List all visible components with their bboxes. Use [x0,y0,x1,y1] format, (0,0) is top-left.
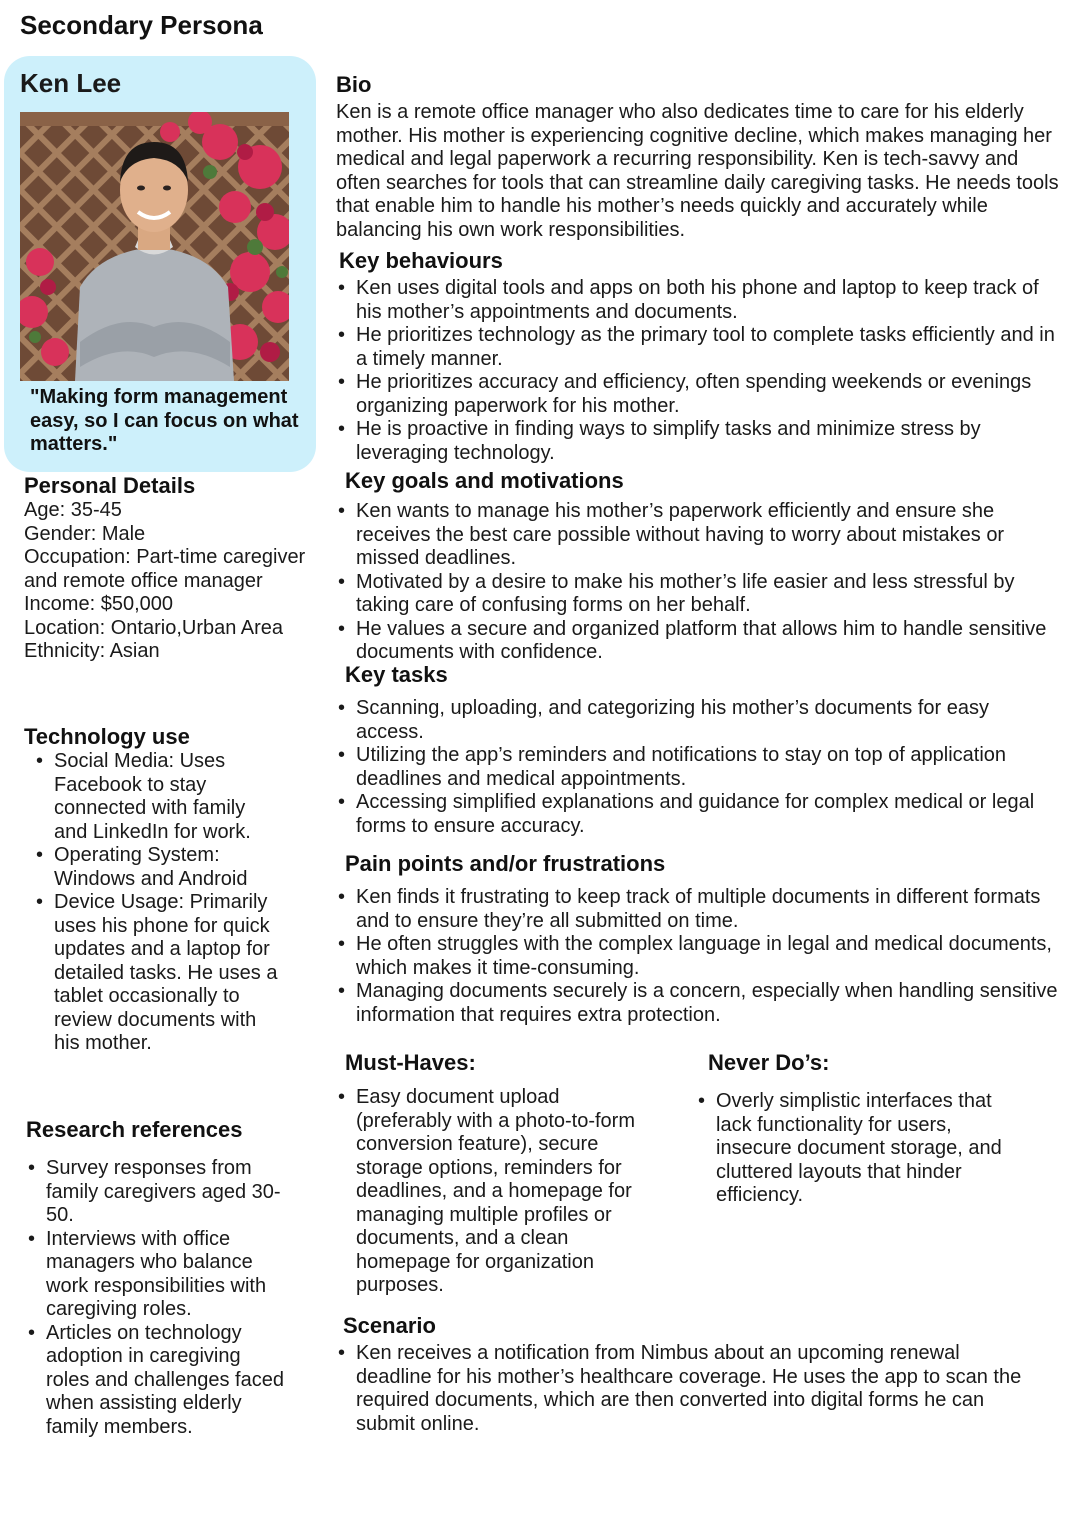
bio-text: Ken is a remote office manager who also dedicates time to care for his elderly mother. His mother is experiencing cognitive decline, which makes managing her medical and legal paperwork a recurring responsibility. Ken is tech-savvy and often searches for tools that can streamline daily caregiving tasks. He needs tools that enable him to handle his mother’s needs quickly and accurately while balancing his own work responsibilities. [336,101,1059,241]
detail-ethnicity: Ethnicity: Asian [24,640,160,662]
bio-section [336,72,1060,242]
list-item: • Scanning, uploading, and categorizing his mother’s documents for easy access. [336,697,1060,744]
key-behaviours-heading: Key behaviours [339,248,503,273]
list-item: • Interviews with office managers who balance work responsibilities with caregiving roles. [26,1228,288,1322]
list-item: • Ken receives a notification from Nimbus about an upcoming renewal deadline for his mother’s healthcare coverage. He uses the app to scan the required documents, which are then converted into digital forms he can submit online. [336,1342,1036,1436]
key-tasks-heading: Key tasks [345,662,448,687]
pain-points-heading: Pain points and/or frustrations [345,851,666,876]
scenario [336,1313,1060,1436]
persona-photo [20,112,289,381]
list-item: • Operating System: Windows and Android [34,844,284,891]
page-title: Secondary Persona [20,10,263,40]
scenario-heading: Scenario [343,1313,436,1338]
list-item: • He is proactive in finding ways to simplify tasks and minimize stress by leveraging technology. [336,418,1060,465]
key-tasks [336,662,1060,838]
list-item: • He prioritizes accuracy and efficiency, often spending weekends or evenings organizing paperwork for his mother. [336,371,1060,418]
persona-card [4,56,316,472]
list-item: • Ken wants to manage his mother’s paperwork efficiently and ensure she receives the best care possible without having to worry about mistakes or missed deadlines. [336,500,1060,571]
personal-details [24,473,314,664]
list-item: • Ken finds it frustrating to keep track of multiple documents in different formats and to ensure they’re all submitted on time. [336,886,1060,933]
technology-use [24,724,314,1056]
key-behaviours [336,248,1060,465]
key-goals [336,468,1060,665]
list-item: • Overly simplistic interfaces that lack functionality for users, insecure document storage, and cluttered layouts that hinder efficiency. [696,1090,1026,1208]
persona-name: Ken Lee [20,68,122,98]
never-dos-heading: Never Do’s: [708,1050,830,1075]
list-item: • Managing documents securely is a concern, especially when handling sensitive information that requires extra protection. [336,980,1060,1027]
research-references [26,1117,316,1439]
bio-heading: Bio [336,72,372,97]
list-item: • He often struggles with the complex language in legal and medical documents, which makes it time-consuming. [336,933,1060,980]
detail-age: Age: 35-45 [24,499,122,521]
detail-occupation: Occupation: Part-time caregiver and remote office manager [24,546,306,592]
list-item: • Ken uses digital tools and apps on both his phone and laptop to keep track of his mother’s appointments and documents. [336,277,1060,324]
detail-income: Income: $50,000 [24,593,173,615]
list-item: • He values a secure and organized platform that allows him to handle sensitive documents with confidence. [336,618,1060,665]
list-item: • Social Media: Uses Facebook to stay connected with family and LinkedIn for work. [34,750,284,844]
must-haves-heading: Must-Haves: [345,1050,476,1075]
pain-points [336,851,1060,1027]
research-references-heading: Research references [26,1117,243,1142]
persona-quote: "Making form management easy, so I can focus on what matters." [30,386,299,455]
must-haves [336,1050,656,1298]
list-item: • Articles on technology adoption in caregiving roles and challenges faced when assisting elderly family members. [26,1322,288,1440]
list-item: • He prioritizes technology as the primary tool to complete tasks efficiently and in a timely manner. [336,324,1060,371]
technology-use-heading: Technology use [24,724,190,749]
list-item: • Survey responses from family caregivers aged 30-50. [26,1157,288,1228]
list-item: • Motivated by a desire to make his mother’s life easier and less stressful by taking care of confusing forms on her behalf. [336,571,1060,618]
list-item: • Accessing simplified explanations and guidance for complex medical or legal forms to ensure accuracy. [336,791,1060,838]
personal-details-heading: Personal Details [24,473,196,498]
detail-gender: Gender: Male [24,522,146,545]
list-item: • Easy document upload (preferably with a photo-to-form conversion feature), secure storage options, reminders for deadlines, and a homepage for managing multiple profiles or documents, and a clean homepage for organization purposes. [336,1086,652,1298]
key-goals-heading: Key goals and motivations [345,468,624,493]
list-item: • Utilizing the app’s reminders and notifications to stay on top of application deadlines and medical appointments. [336,744,1060,791]
detail-location: Location: Ontario,Urban Area [24,616,284,639]
never-dos [696,1050,1036,1208]
list-item: • Device Usage: Primarily uses his phone for quick updates and a laptop for detailed tasks. He uses a tablet occasionally to review documents with his mother. [34,891,284,1056]
